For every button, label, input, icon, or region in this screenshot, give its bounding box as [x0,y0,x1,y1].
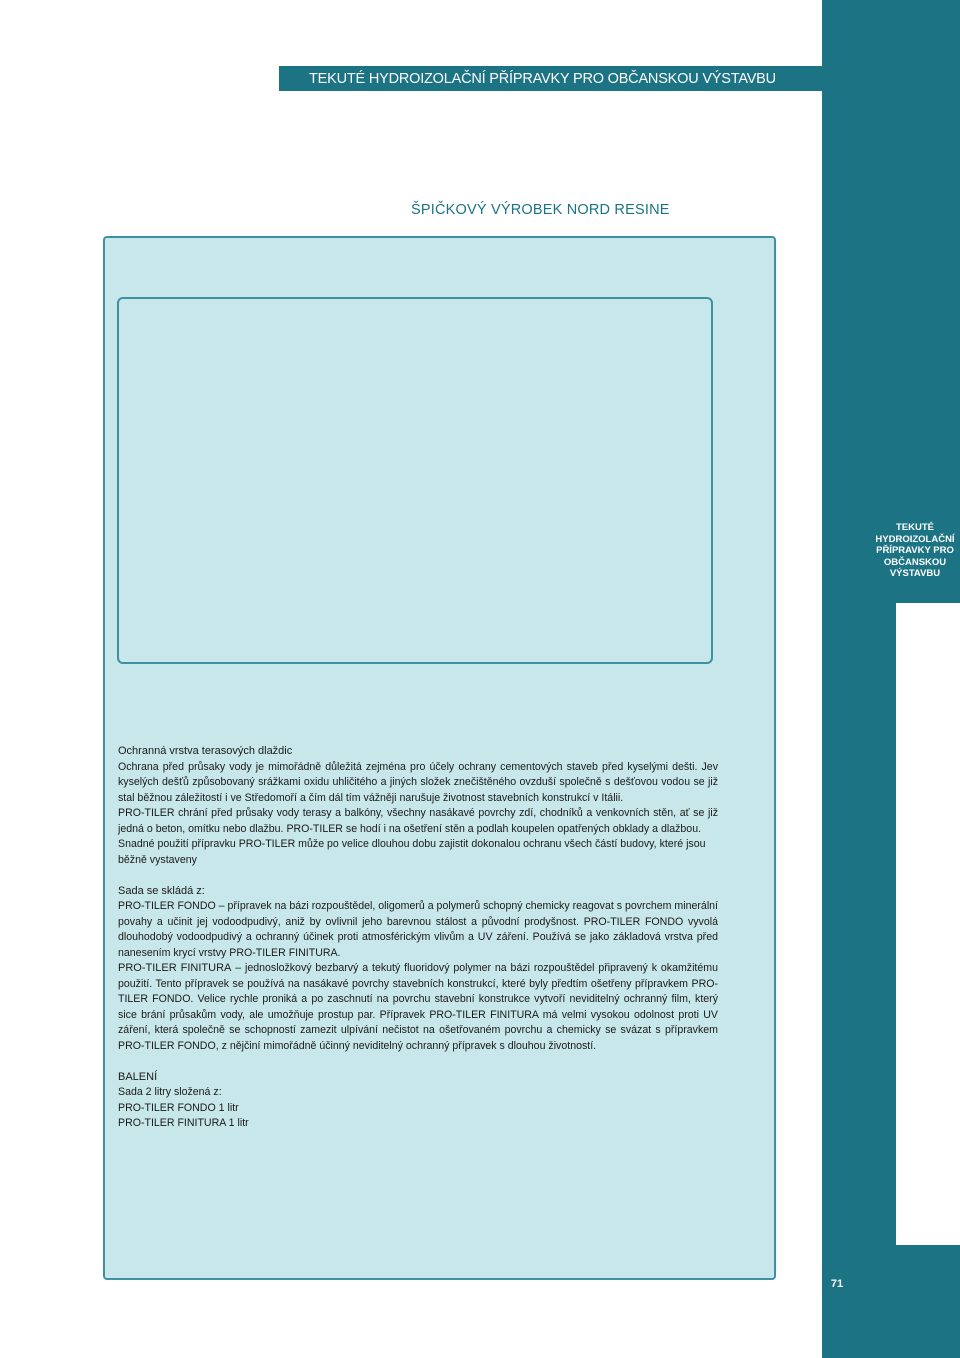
content-heading: Ochranná vrstva terasových dlaždic [118,745,293,757]
paragraph: Snadné použití přípravku PRO-TILER může po velice dlouhou dobu zajistit dokonalou ochranu všech částí budovy, které jsou běžně vystaveny [118,838,706,866]
side-chapter-tab [862,522,960,580]
kit-heading: Sada se skládá z: [118,884,205,897]
fondo-name: PRO-TILER FONDO [118,900,216,912]
finitura-text: – jednosložkový bezbarvý a tekutý fluoridový polymer na bázi rozpouštědel připravený k okamžitému použití. Tento přípravek se používá na nasákavé povrchy stavebních konstrukcí, které byly předtím ošetřeny přípravkem PRO-TILER FONDO. Velice rychle proniká a po zaschnutí na povrchu stavební konstrukce vytvoří neviditelný ochranný film, který sice brání průsakům vody, ale umožňuje prostup par. Přípravek PRO-TILER FINITURA má velmi vysokou odolnost proti UV záření, která společně se schopností zamezit ulpívání nečistot na ošetřovaném povrchu a chemicky se svázat s přípravkem PRO-TILER FONDO, z nějčiní mimořádně účinný neviditelný ochranný přípravek s dlouhou životností. [118,962,718,1052]
packaging-line: PRO-TILER FINITURA 1 litr [118,1117,249,1129]
section-title: ŠPIČKOVÝ VÝROBEK NORD RESINE [411,202,670,218]
page-header-title: TEKUTÉ HYDROIZOLAČNÍ PŘÍPRAVKY PRO OBČANSKOU VÝSTAVBU [309,71,776,87]
packaging-line: PRO-TILER FONDO 1 litr [118,1101,239,1114]
paragraph: Ochrana před průsaky vody je mimořádně důležitá zejména pro účely ochrany cementových staveb před kyselými dešti. Jev kyselých dešťů způsobovaný srážkami oxidu uhličitého a jiných složek znečištěného ovzduší společně s dešťovou vodou se již stal běžnou záležitostí i ve Středomoří a čím dál tím vážněji narušuje životnost stavebních konstrukcí v Itálii. [118,760,718,804]
finitura-paragraph [118,961,718,1054]
paragraph: PRO-TILER chrání před průsaky vody terasy a balkóny, všechny nasákavé povrchy zdí, chodníků a venkovních stěn, ať se již jedná o beton, omítku nebo dlažbu. PRO-TILER se hodí i na ošetření stěn a podlah koupelen opatřených obklady a dlažbou. [118,807,718,835]
side-tab-line: TEKUTÉ [896,522,934,533]
packaging-line: Sada 2 litry složená z: [118,1086,222,1098]
side-strip-notch [896,603,960,1245]
fondo-text: – přípravek na bázi rozpouštědel, oligomerů a polymerů schopný chemicky reagovat s povrchem minerální povahy a učinit jej vodoodpudivý, aniž by ovlivnil jeho barevnou stálost a původní prodyšnost. PRO-TILER FONDO vyvolá dlouhodobý vodoodpudivý a ochranný účinek proti atmosférickým vlivům a UV záření. Používá se jako základová vrstva před nanesením krycí vrstvy PRO-TILER FINITURA. [118,900,719,959]
fondo-paragraph [118,899,718,961]
side-tab-line: HYDROIZOLAČNÍ [875,533,955,545]
side-tab-line: OBČANSKOU [883,556,947,568]
product-description [118,744,718,1132]
side-tab-line: PŘÍPRAVKY PRO [876,545,954,556]
side-tab-line: VÝSTAVBU [889,568,941,579]
finitura-name: PRO-TILER FINITURA [118,962,232,974]
product-image-frame [117,297,713,664]
spacer [118,1054,718,1070]
page-number: 71 [830,1278,844,1290]
spacer [118,868,718,884]
packaging-heading: BALENÍ [118,1070,158,1083]
